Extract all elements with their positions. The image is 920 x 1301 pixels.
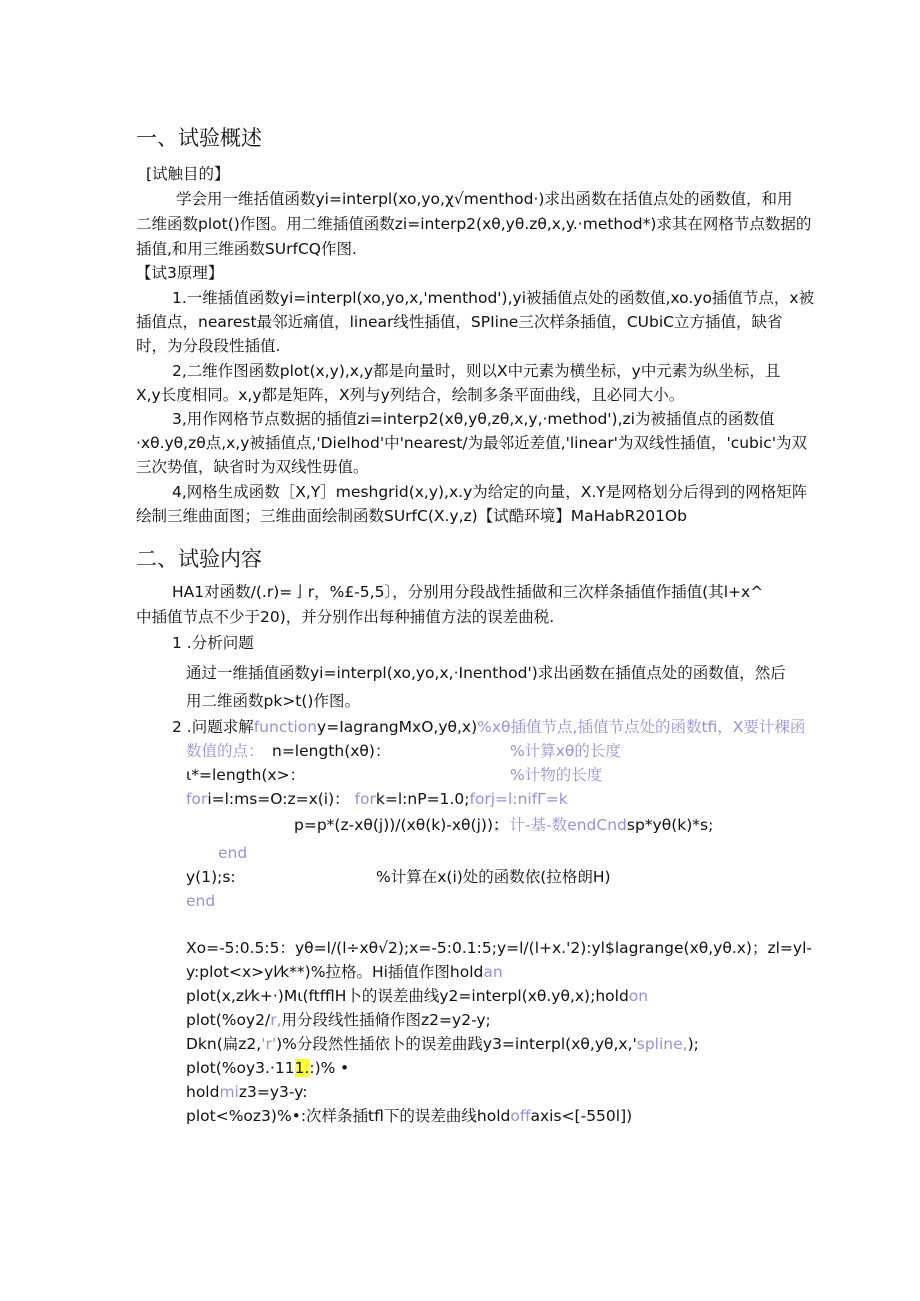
purpose-line: 插值,和用三维函数SUrfCQ作图. — [136, 240, 357, 258]
code-text: :)% — [309, 1059, 336, 1077]
solve-prefix: 2 .问题求解 — [172, 718, 254, 736]
code-comment: 数值的点： — [186, 742, 264, 760]
bullet-dot: • — [340, 1059, 350, 1077]
script-line — [186, 1033, 699, 1055]
purpose-line: 学会用一维括值函数yi=interpl(xo,yo,χ√menthod·)求出函数在括值点处的函数值，和用 — [176, 190, 793, 208]
code-text: 用分段线性插脩作图z2=y2-y; — [281, 1011, 491, 1029]
principle-line: ·xθ.yθ,zθ点,x,y被插值点,'Dielhod'中'nearest/为最邻近差值,'linear'为双线性插值，'cubic'为双 — [136, 434, 807, 452]
code-text: axis<[-550l]) — [530, 1107, 633, 1125]
purpose-line: 二维函数plot()作图。用二维插值函数zi=interp2(xθ,yθ.zθ,x,y.·method*)求其在网格节点数据的 — [136, 215, 812, 233]
code-comment: %计算在x(i)处的函数依(拉格朗H) — [376, 868, 611, 886]
keyword: function — [253, 718, 318, 736]
code-text: p=p*(z-xθ(j))/(xθ(k)-xθ(j))： — [294, 816, 509, 834]
code-line-end — [494, 814, 713, 836]
keyword: forj=l:nif — [469, 790, 538, 808]
principle-line: 插值点，nearest最邻近痛值，linear线性插值，SPIine三次样条插值，CUbiC立方插值，缺省 — [136, 313, 783, 331]
principle-title: 【试3原理】 — [136, 264, 224, 282]
analysis-title: 1 .分析问题 — [172, 634, 254, 652]
code-text: Dkn(扁z2, — [186, 1035, 262, 1053]
script-line — [186, 1105, 632, 1127]
analysis-line: 用二维函数pk>t()作图。 — [186, 692, 360, 710]
principle-line: X,y长度相同。x,y都是矩阵，X列与y列结合，绘制多条平面曲线，且必同大小。 — [136, 386, 685, 404]
section-heading-overview: 一、试验概述 — [136, 126, 262, 150]
code-text: sp*yθ(k)*s; — [626, 816, 714, 834]
keyword: on — [628, 987, 649, 1005]
keyword: off — [510, 1107, 531, 1125]
keyword: for — [354, 790, 376, 808]
code-text: plot(x,zl⁄k+·)Mι(ftfflH卜的误差曲线y2=interpl(xθ.yθ,x);hold — [186, 987, 629, 1005]
keyword: spline, — [636, 1035, 688, 1053]
principle-line: 绘制三维曲面图；三维曲面绘制函数SUrfC(X.y,z)【试酷环境】MaHabR201Ob — [136, 507, 687, 525]
keyword: r, — [270, 1011, 282, 1029]
keyword: 'r' — [261, 1035, 277, 1053]
code-comment: %计算xθ的长度 — [510, 742, 621, 760]
script-line — [186, 1057, 335, 1079]
keyword: an — [483, 963, 503, 981]
purpose-title: [试触目的】 — [146, 165, 230, 183]
code-text: n=length(xθ)： — [272, 742, 391, 760]
keyword-end: end — [218, 844, 248, 862]
keyword: endCnd — [567, 816, 627, 834]
principle-line: 三次势值，缺省时为双线性毋值。 — [136, 458, 369, 476]
script-line — [186, 1081, 307, 1103]
task-line: HA1对函数/(.r)=亅r，%£-5,5〕，分别用分段战性插做和三次样条插值作插值(其l+x^ — [172, 583, 764, 601]
principle-line: 时，为分段段性插值. — [136, 337, 281, 355]
analysis-line: 通过一维插值函数yi=interpl(xo,yo,x,·Inenthod')求出函数在插值点处的函数值，然后 — [186, 664, 786, 682]
script-line: Xo=-5:0.5:5：yθ=l/(l÷xθ√2);x=-5:0.1:5;y=l/(l+x.'2):yl$lagrange(xθ,yθ.x)；zl=yl- — [186, 939, 812, 957]
code-text: y:plot<x>yl⁄k**)%拉格。Hi插值作图hold — [186, 963, 484, 981]
script-line — [186, 1009, 491, 1031]
section-heading-content: 二、试验内容 — [136, 547, 262, 571]
code-text: ); — [687, 1035, 699, 1053]
code-line-loops — [186, 788, 568, 810]
keyword-end: end — [186, 892, 216, 910]
code-text: hold — [186, 1083, 220, 1101]
code-text: )%分段然性插依卜的误差曲践y3=interpl(xθ,yθ,x,' — [276, 1035, 637, 1053]
code-comment: %xθ插值节点,插值节点处的函数tfi，X要计稞函 — [477, 718, 806, 736]
code-text: plot(%oy2/ — [186, 1011, 271, 1029]
code-text: y=IagrangMxO,yθ,x) — [317, 718, 478, 736]
code-line-function — [172, 716, 805, 738]
script-line — [186, 961, 503, 983]
code-text: z3=y3-y: — [238, 1083, 308, 1101]
script-line — [186, 985, 648, 1007]
code-comment: 。计-基-数 — [494, 816, 568, 834]
task-line: 中插值节点不少于20)，并分别作出每种捕值方法的误差曲税. — [136, 608, 555, 626]
keyword: for — [186, 790, 208, 808]
code-text: k=l:nP=1.0; — [375, 790, 470, 808]
principle-line: 3,用作网格节点数据的插值zi=interp2(xθ,yθ,zθ,x,y,·method'),zi为被插值点的函数值 — [172, 410, 775, 428]
keyword: mi — [219, 1083, 239, 1101]
code-text: ι*=length(x>： — [186, 766, 306, 784]
code-text: Γ=k — [537, 790, 568, 808]
principle-line: 1.一维插值函数yi=interpl(xo,yo,x,'menthod'),yi被插值点处的函数值,xo.yo插值节点，x被 — [172, 289, 815, 307]
principle-line: 4,网格生成函数［X,Y］meshgrid(x,y),x.y为给定的向量，X.Y是网格划分后得到的网格矩阵 — [172, 483, 808, 501]
code-text: plot<%oz3)%•:次样条插tfl下的误差曲线hold — [186, 1107, 511, 1125]
code-text: i=l:ms=O:z=x(i)： — [207, 790, 350, 808]
principle-line: 2,二维作图函数plot(x,y),x,y都是向量时，则以X中元素为横坐标，y中元素为纵坐标，且 — [172, 362, 781, 380]
code-text: plot(%oy3.·11 — [186, 1059, 295, 1077]
code-comment: %计物的长度 — [510, 766, 603, 784]
highlighted-text: 1. — [294, 1059, 310, 1077]
code-text: y(1);s: — [186, 868, 236, 886]
